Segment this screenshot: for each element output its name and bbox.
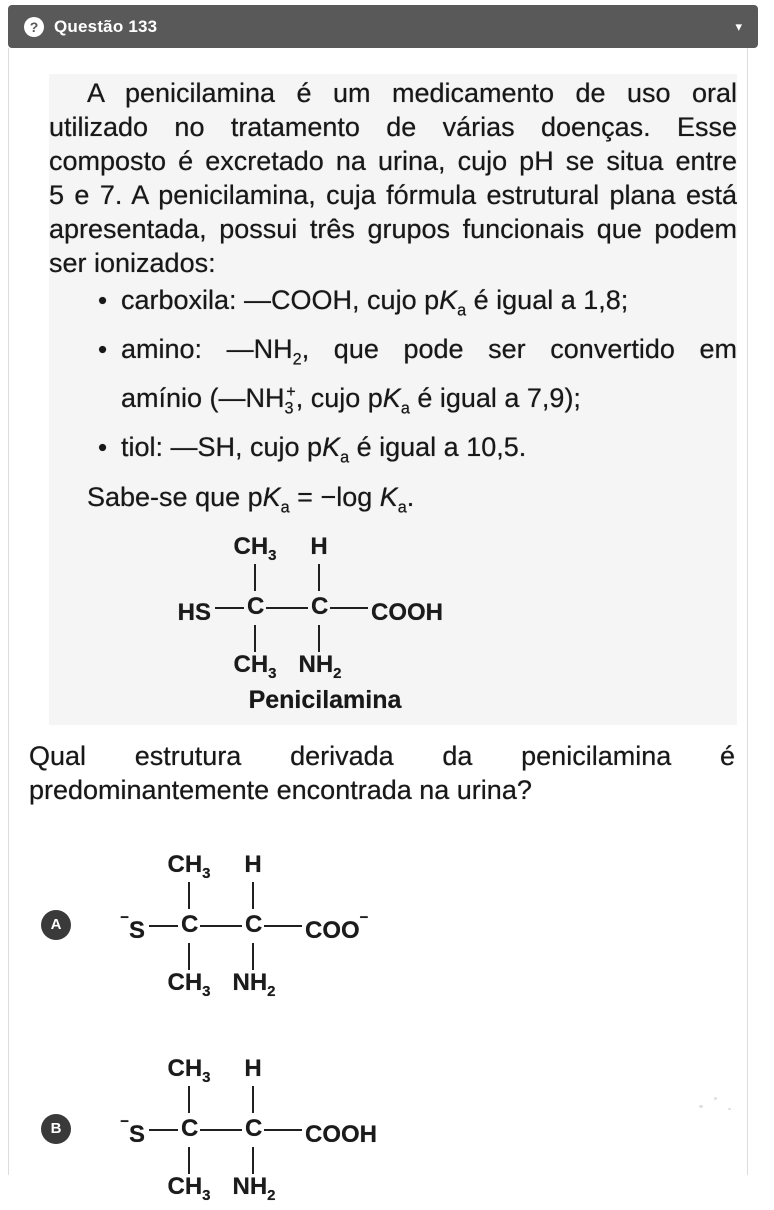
bond-vertical: [188, 882, 190, 909]
atom-text: COO: [305, 916, 360, 944]
atom-text: CH: [233, 650, 269, 678]
bond-horizontal: [200, 925, 242, 927]
paragraph-line: A penicilamina é um medicamento de uso oral: [87, 78, 737, 108]
atom-right-group: [305, 1115, 377, 1149]
option-letter-badge-b[interactable]: B: [41, 1114, 71, 1144]
atom-sub: 3: [202, 1186, 211, 1204]
bond-vertical: [252, 943, 254, 970]
atom-sub: 2: [267, 982, 276, 1000]
atom-c2: C: [311, 592, 329, 620]
molecule-penicilamina: [165, 533, 485, 681]
bond-horizontal: [330, 607, 368, 609]
atom-text: COOH: [371, 598, 443, 626]
atom-sub: 3: [202, 982, 211, 1000]
question-panel: [8, 48, 748, 1204]
question-header[interactable]: [8, 5, 758, 48]
atom-amino-bottom: [223, 1173, 285, 1210]
option-row-a[interactable]: [41, 851, 747, 999]
atom-c1: C: [181, 910, 199, 938]
atom-methyl-bottom: [159, 1173, 219, 1210]
bullet-text-line: amínio ($—NH_3^+$, cujo $pK_a$ é igual a 7,9);: [121, 382, 581, 418]
bond-horizontal: [264, 1129, 302, 1131]
bond-vertical: [188, 1147, 190, 1174]
charge-sup: −: [120, 908, 129, 926]
atom-c2: C: [245, 910, 263, 938]
prompt-line: Qual estrutura derivada da penicilamina é: [29, 740, 735, 771]
atom-sub: 2: [267, 1186, 276, 1204]
atom-right-group: [305, 908, 369, 945]
atom-sub: 3: [268, 664, 277, 682]
bullet-text-line: • amino: $—NH_2$, que pode ser convertido em: [121, 334, 737, 369]
atom-c1: C: [247, 592, 265, 620]
question-title: Questão 133: [54, 16, 158, 36]
bond-vertical: [252, 1147, 254, 1174]
atom-text: S: [128, 916, 145, 944]
atom-text: NH: [232, 1172, 268, 1200]
bond-horizontal: [266, 607, 308, 609]
bond-horizontal: [149, 1129, 178, 1131]
atom-hydrogen-top: H: [244, 1054, 262, 1082]
atom-sub: 2: [333, 664, 342, 682]
charge-sup: −: [120, 1112, 129, 1130]
bond-vertical: [252, 1086, 254, 1113]
bond-vertical: [254, 564, 256, 591]
atom-sub: 3: [202, 864, 211, 882]
bond-vertical: [188, 943, 190, 970]
atom-sub: 3: [268, 546, 277, 564]
pka-note: Sabe-se que $pK_a = -\log$ $K_a$.: [87, 481, 415, 516]
option-letter-badge-a[interactable]: A: [41, 910, 71, 940]
paragraph-line: ser ionizados:: [49, 248, 216, 278]
bond-vertical: [254, 625, 256, 652]
bond-vertical: [318, 625, 320, 652]
atom-text: NH: [298, 650, 334, 678]
question-prompt: [29, 739, 735, 807]
molecule-option-b: [99, 1055, 419, 1203]
bond-vertical: [318, 564, 320, 591]
molecule-option-a: [99, 851, 419, 999]
bullet-item-carboxila: [94, 284, 737, 326]
atom-text: CH: [167, 1054, 203, 1082]
scan-noise: [714, 1097, 717, 1100]
bond-horizontal: [149, 925, 178, 927]
atom-right-group: [371, 593, 443, 627]
question-mark-glyph: ?: [29, 18, 39, 35]
atom-hydrogen-top: H: [244, 850, 262, 878]
atom-methyl-bottom: [225, 651, 285, 688]
paragraph-line: 5 e 7. A penicilamina, cuja fórmula estrutural plana está: [49, 180, 737, 210]
bullet-text: tiol: —SH, cujo $pK_a$ é igual a 10,5.: [121, 432, 527, 467]
atom-left-group: [165, 593, 211, 627]
atom-methyl-bottom: [159, 969, 219, 1006]
atom-text: NH: [232, 968, 268, 996]
caret-down-icon[interactable]: ▾: [735, 19, 742, 34]
atom-hydrogen-top: H: [310, 532, 328, 560]
bond-vertical: [188, 1086, 190, 1113]
atom-left-group: [99, 908, 145, 945]
scan-noise: [699, 1105, 703, 1108]
question-paragraph: [49, 76, 737, 280]
bond-vertical: [252, 882, 254, 909]
atom-text: HS: [177, 598, 211, 626]
atom-amino-bottom: [223, 969, 285, 1006]
question-statement-scan: [49, 74, 737, 725]
penicilamina-figure: [165, 533, 737, 717]
molecule-caption: Penicilamina: [248, 685, 402, 714]
bond-horizontal: [200, 1129, 242, 1131]
atom-text: COOH: [305, 1120, 377, 1148]
atom-text: CH: [167, 850, 203, 878]
atom-c2: C: [245, 1114, 263, 1142]
option-row-b[interactable]: [41, 1055, 747, 1203]
atom-left-group: [99, 1112, 145, 1149]
bond-horizontal: [215, 607, 244, 609]
atom-text: CH: [167, 1172, 203, 1200]
bullet-item-tiol: [94, 431, 737, 473]
charge-sup: −: [359, 908, 369, 926]
bullet-text: carboxila: —COOH, cujo $pK_a$ é igual a 1,8;: [121, 285, 629, 320]
atom-text: S: [128, 1120, 145, 1148]
paragraph-line: composto é excretado na urina, cujo pH se situa entre: [49, 146, 737, 176]
paragraph-line: apresentada, possui três grupos funcionais que podem: [49, 214, 737, 244]
paragraph-line: utilizado no tratamento de várias doenças. Esse: [49, 112, 737, 142]
question-circle-icon: [24, 17, 44, 37]
atom-text: CH: [233, 532, 269, 560]
prompt-line: predominantemente encontrada na urina?: [29, 774, 532, 805]
bond-horizontal: [264, 925, 302, 927]
scan-noise: [728, 1108, 731, 1110]
atom-amino-bottom: [289, 651, 351, 688]
functional-groups-list: [94, 284, 737, 474]
atom-sub: 3: [202, 1068, 211, 1086]
bullet-item-amino: [94, 333, 737, 424]
atom-c1: C: [181, 1114, 199, 1142]
atom-text: CH: [167, 968, 203, 996]
